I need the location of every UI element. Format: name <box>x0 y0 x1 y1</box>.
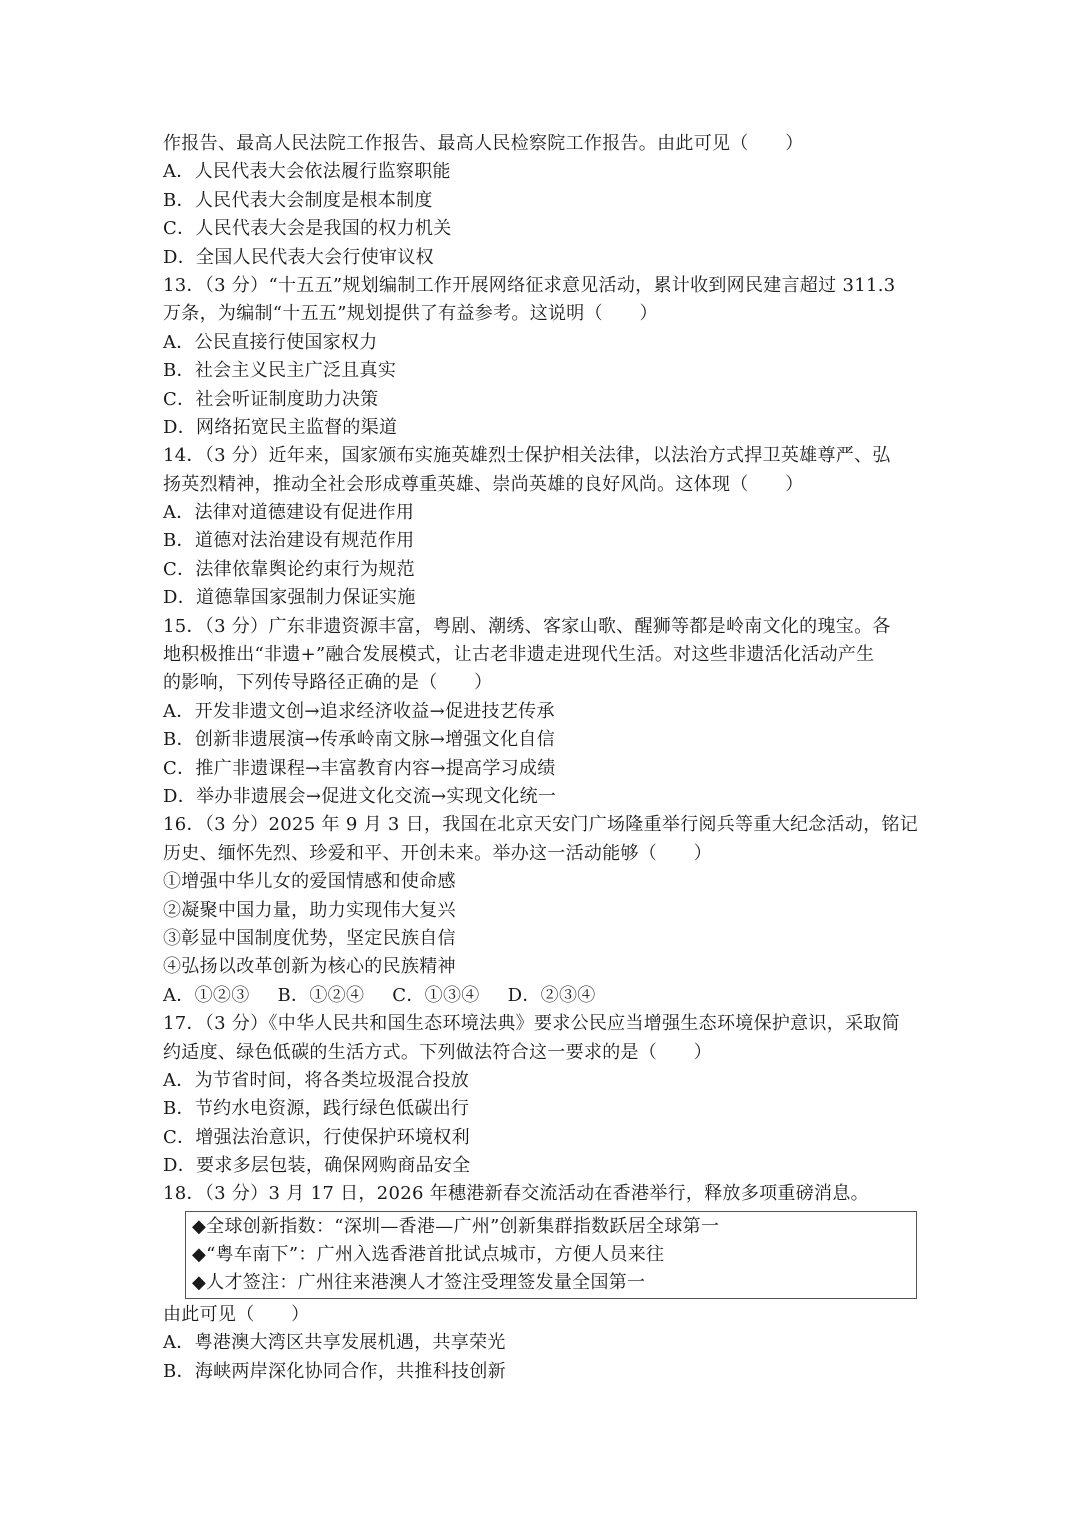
question-13-stem-line: 13．（3 分）“十五五”规划编制工作开展网络征求意见活动，累计收到网民建言超过 311.3 <box>163 274 896 296</box>
question-12-stem-continuation: 作报告、最高人民法院工作报告、最高人民检察院工作报告。由此可见（ ） <box>163 133 804 154</box>
question-13-option-a: A．公民直接行使国家权力 <box>163 331 378 353</box>
question-15-option-b: B．创新非遗展演→传承岭南文脉→增强文化自信 <box>163 729 555 751</box>
question-13-option-c: C．社会听证制度助力决策 <box>163 388 379 410</box>
question-15-stem-line: 的影响，下列传导路径正确的是（ ） <box>163 672 493 694</box>
question-15-stem-line: 15．（3 分）广东非遗资源丰富，粤剧、潮绣、客家山歌、醒狮等都是岭南文化的瑰宝。各 <box>163 615 891 637</box>
question-17-option-c: C．增强法治意识，行使保护环境权利 <box>163 1126 470 1148</box>
question-17-option-d: D．要求多层包装，确保网购商品安全 <box>163 1155 471 1177</box>
material-item: ◆全球创新指数：“深圳—香港—广州”创新集群指数跃居全球第一 <box>192 1215 720 1237</box>
question-18-option-a: A．粤港澳大湾区共享发展机遇，共享荣光 <box>163 1332 506 1354</box>
question-14-option-c: C．法律依靠舆论约束行为规范 <box>163 558 415 580</box>
question-12-option-d: D．全国人民代表大会行使审议权 <box>163 246 434 268</box>
question-18-material-box <box>185 1211 917 1299</box>
question-14-option-a: A．法律对道德建设有促进作用 <box>163 502 415 524</box>
material-item: ◆人才签注：广州往来港澳人才签注受理签发量全国第一 <box>192 1271 646 1293</box>
question-16-option-c: C．①③④ <box>392 984 480 1006</box>
question-17-option-b: B．节约水电资源，践行绿色低碳出行 <box>163 1098 470 1120</box>
exam-page <box>163 130 918 1386</box>
question-12-option-c: C．人民代表大会是我国的权力机关 <box>163 218 452 240</box>
question-16-item-3: ③彰显中国制度优势，坚定民族自信 <box>163 927 456 949</box>
question-15-option-c: C．推广非遗课程→丰富教育内容→提高学习成绩 <box>163 757 556 779</box>
question-13-stem-line: 万条，为编制“十五五”规划提供了有益参考。这说明（ ） <box>163 303 658 325</box>
question-16-stem-line: 16．（3 分）2025 年 9 月 3 日，我国在北京天安门广场隆重举行阅兵等重大纪念活动，铭记 <box>163 814 919 836</box>
question-18-prompt: 由此可见（ ） <box>163 1303 310 1325</box>
question-16-option-b: B．①②④ <box>277 984 365 1006</box>
question-16-stem-line: 历史、缅怀先烈、珍爱和平、开创未来。举办这一活动能够（ ） <box>163 842 712 864</box>
question-16-option-a: A．①②③ <box>163 984 250 1006</box>
question-17-stem-line: 约适度、绿色低碳的生活方式。下列做法符合这一要求的是（ ） <box>163 1041 712 1063</box>
question-14-stem-line: 扬英烈精神，推动全社会形成尊重英雄、崇尚英雄的良好风尚。这体现（ ） <box>163 473 804 495</box>
question-16-options <box>163 982 918 1010</box>
question-15-stem-line: 地积极推出“非遗+”融合发展模式，让古老非遗走进现代生活。对这些非遗活化活动产生 <box>163 644 875 666</box>
question-13-option-d: D．网络拓宽民主监督的渠道 <box>163 416 398 438</box>
question-17-option-a: A．为节省时间，将各类垃圾混合投放 <box>163 1069 470 1091</box>
question-17-stem-line: 17．（3 分）《中华人民共和国生态环境法典》要求公民应当增强生态环境保护意识，采取简 <box>163 1013 900 1035</box>
question-14-stem-line: 14．（3 分）近年来，国家颁布实施英雄烈士保护相关法律，以法治方式捍卫英雄尊严、弘 <box>163 445 891 467</box>
question-16-item-2: ②凝聚中国力量，助力实现伟大复兴 <box>163 899 456 921</box>
question-14-option-d: D．道德靠国家强制力保证实施 <box>163 587 416 609</box>
question-18-option-b: B．海峡两岸深化协同合作，共推科技创新 <box>163 1360 506 1382</box>
question-12-option-b: B．人民代表大会制度是根本制度 <box>163 189 433 211</box>
question-18-stem: 18．（3 分）3 月 17 日，2026 年穗港新春交流活动在香港举行，释放多项重磅消息。 <box>163 1183 869 1205</box>
question-16-item-1: ①增强中华儿女的爱国情感和使命感 <box>163 871 456 893</box>
question-14-option-b: B．道德对法治建设有规范作用 <box>163 530 415 552</box>
question-13-option-b: B．社会主义民主广泛且真实 <box>163 360 397 382</box>
question-15-option-d: D．举办非遗展会→促进文化交流→实现文化统一 <box>163 785 557 807</box>
question-12-option-a: A．人民代表大会依法履行监察职能 <box>163 161 451 183</box>
question-15-option-a: A．开发非遗文创→追求经济收益→促进技艺传承 <box>163 700 555 722</box>
material-item: ◆“粤车南下”：广州入选香港首批试点城市，方便人员来往 <box>192 1243 665 1265</box>
question-16-item-4: ④弘扬以改革创新为核心的民族精神 <box>163 956 456 978</box>
question-16-option-d: D．②③④ <box>507 984 596 1006</box>
